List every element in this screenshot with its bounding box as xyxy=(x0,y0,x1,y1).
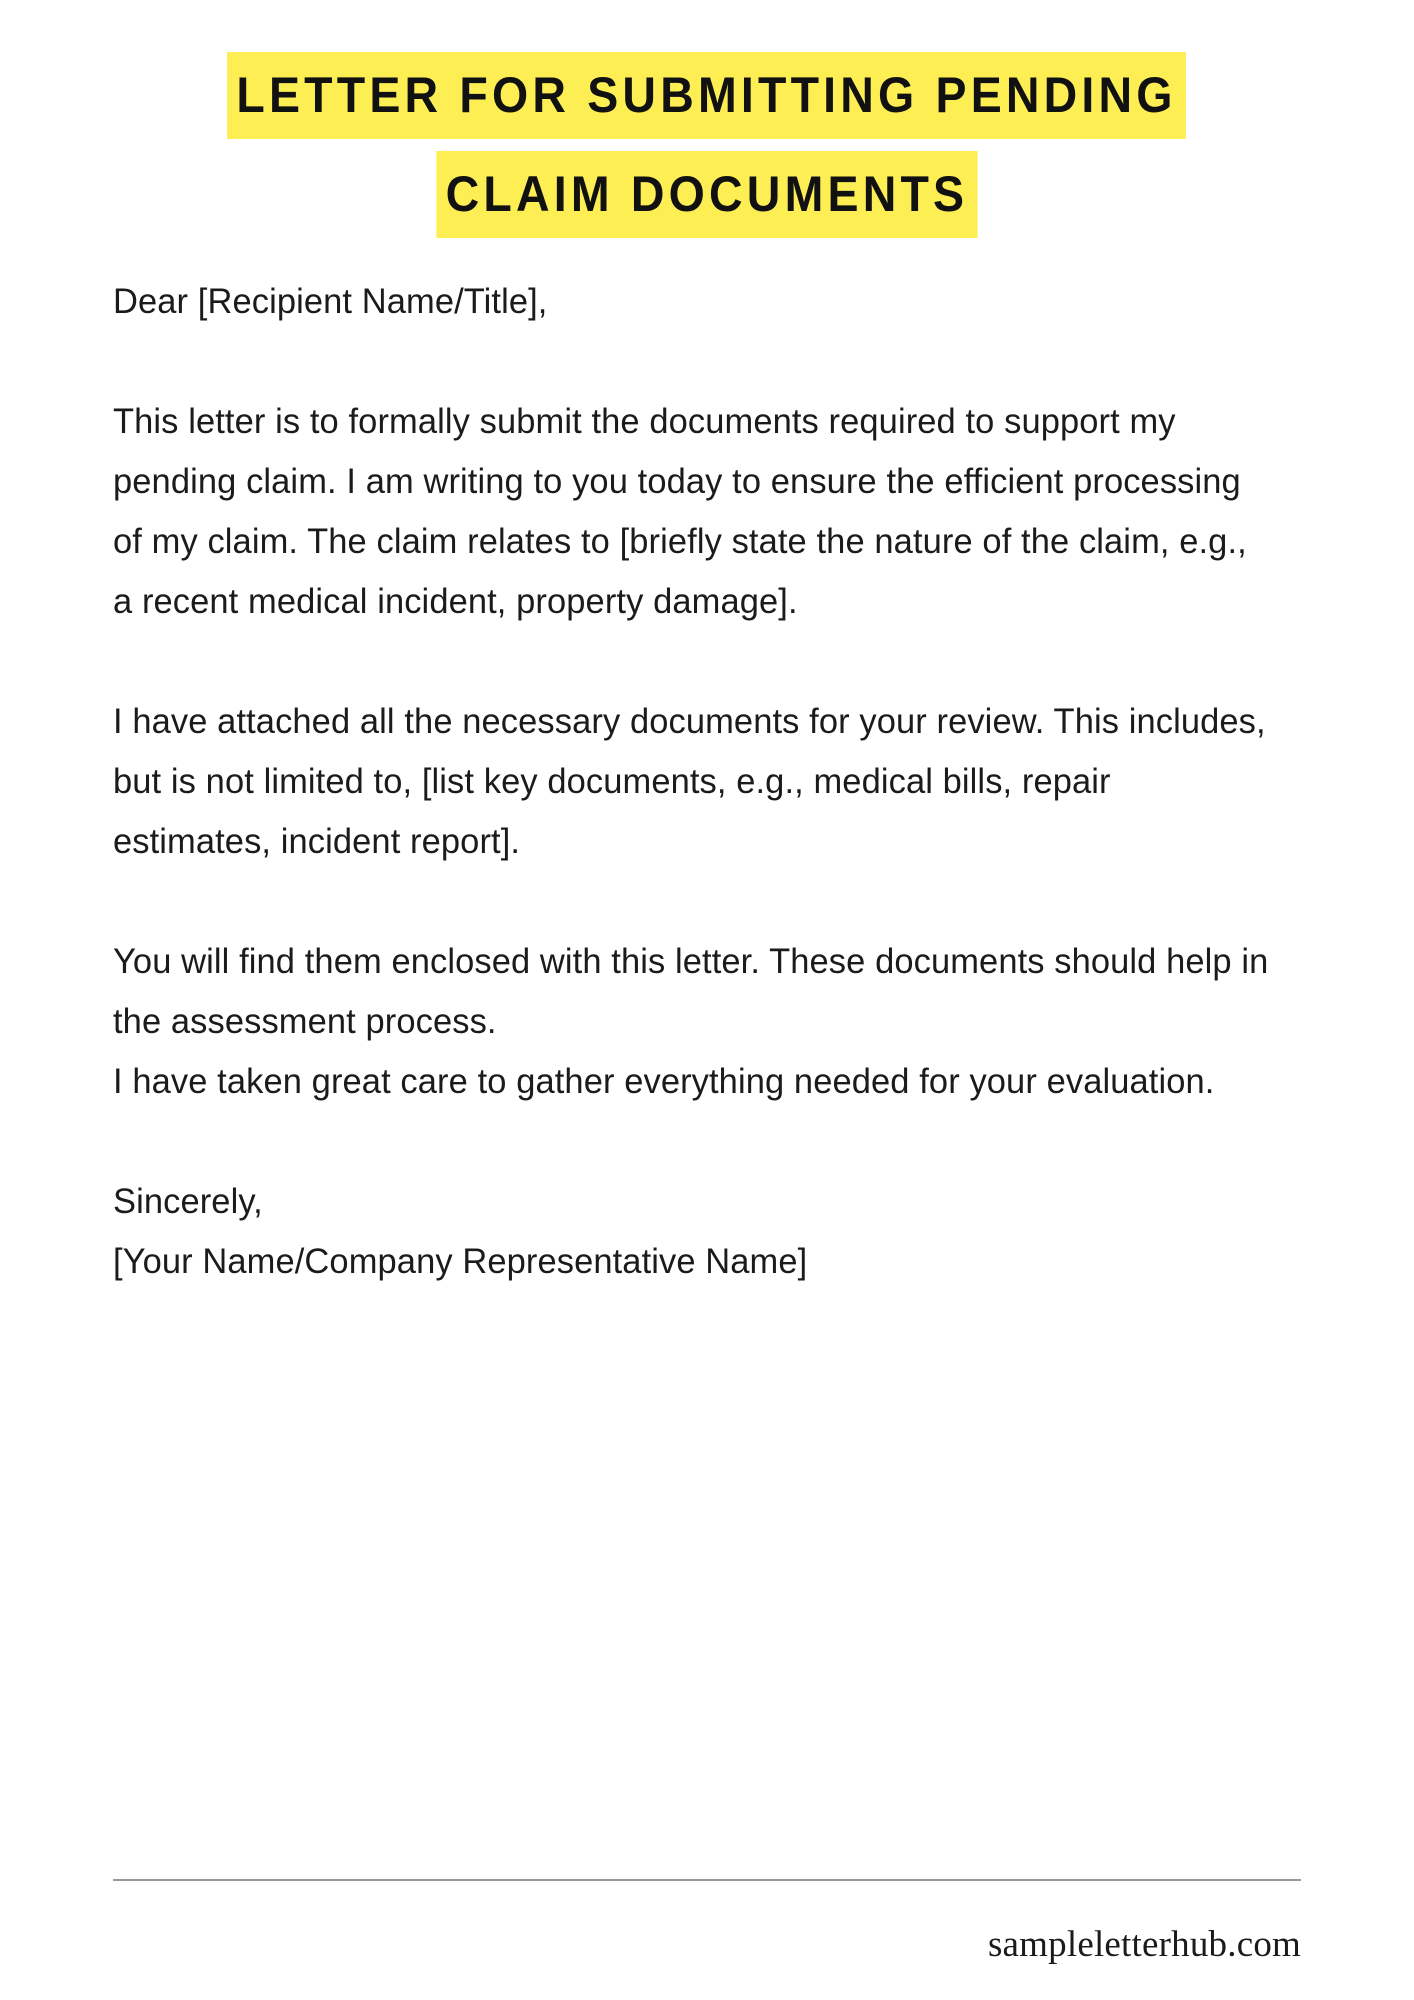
title-line-2: CLAIM DOCUMENTS xyxy=(436,151,977,238)
spacer xyxy=(113,1112,1298,1172)
signature: [Your Name/Company Representative Name] xyxy=(113,1242,808,1281)
paragraph-1: This letter is to formally submit the documents required to support my pending claim. I am writing to you today to ensure the efficient processing of my claim. The claim relates to [briefly state the nature of the claim, e.g., a recent medical incident, property damage]. xyxy=(113,402,1247,621)
footer-divider xyxy=(113,1879,1301,1881)
title-line-2-wrap xyxy=(100,151,1314,250)
paragraph-4: I have taken great care to gather everything needed for your evaluation. xyxy=(113,1062,1215,1101)
paragraph-2: I have attached all the necessary documents for your review. This includes, but is not limited to, [list key documents, e.g., medical bills, repair estimates, incident report]. xyxy=(113,702,1266,861)
salutation: Dear [Recipient Name/Title], xyxy=(113,282,548,321)
page-title xyxy=(0,0,1414,250)
spacer xyxy=(113,872,1298,932)
letter-body xyxy=(113,272,1298,1292)
spacer xyxy=(113,632,1298,692)
footer-site-name: sampleletterhub.com xyxy=(987,1924,1301,1965)
closing: Sincerely, xyxy=(113,1182,263,1221)
spacer xyxy=(113,332,1298,392)
paragraph-3: You will find them enclosed with this letter. These documents should help in the assessment process. xyxy=(113,942,1269,1041)
title-line-1: LETTER FOR SUBMITTING PENDING xyxy=(228,52,1187,139)
title-line-1-wrap xyxy=(100,52,1314,151)
footer xyxy=(113,1879,1301,1966)
